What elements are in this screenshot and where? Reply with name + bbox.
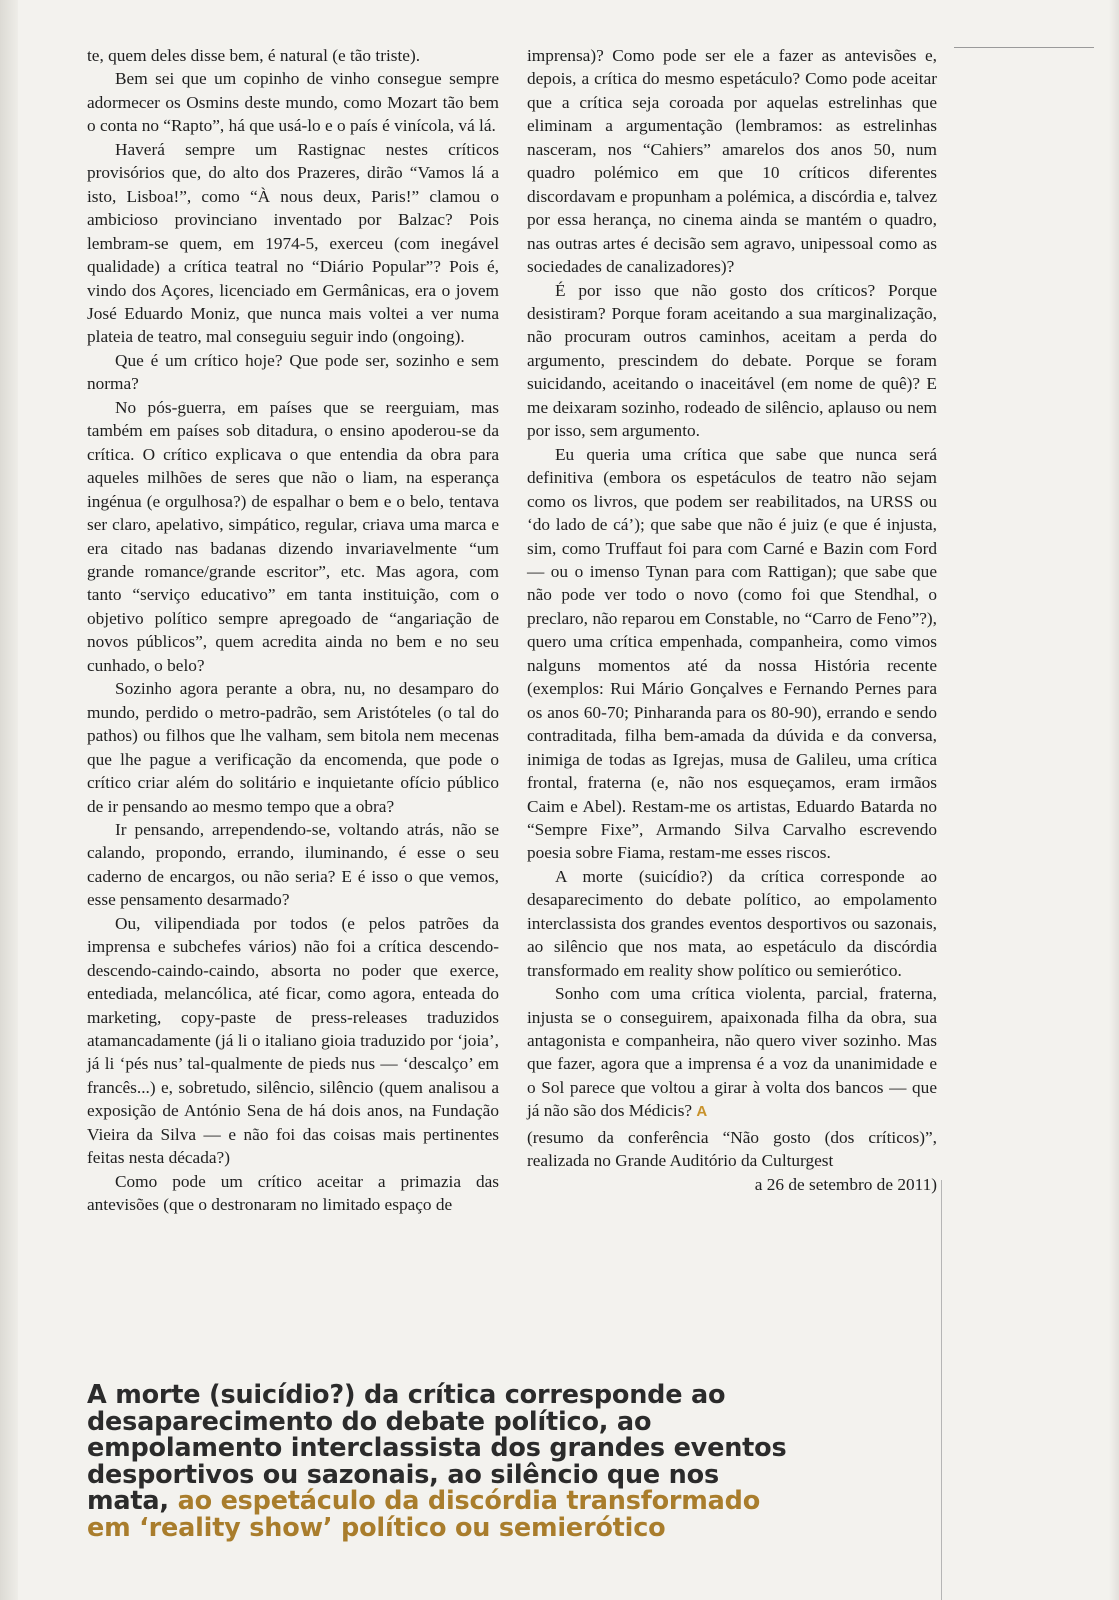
paragraph: Como pode um crítico aceitar a primazia das antevisões (que o destronaram no limitado espaço de <box>87 1171 499 1215</box>
paragraph: Sozinho agora perante a obra, nu, no desamparo do mundo, perdido o metro-padrão, sem Aristóteles (o tal do pathos) ou filhos que lhe valham, sem bitola nem mecenas que lhe pague a verificação da encomenda, que pode o crítico criar além do solitário e inquietante ofício público de ir pensando ao mesmo tempo que a obra? <box>87 679 499 816</box>
credit <box>527 1126 937 1196</box>
paragraph: Ou, vilipendiada por todos (e pelos patrões da imprensa e subchefes vários) não foi a crítica descendo-descendo-caindo-caindo, absorta no poder que exerce, entediada, melancólica, até ficar, como agora, enteada do marketing, copy-paste de press-releases traduzidos atamancadamente (já li o italiano gioia traduzido por ‘joia’, já li ‘pés nus’ tal-qualmente de pieds nus — ‘descalço’ em francês...) e, sobretudo, silêncio, silêncio (quem analisou a exposição de António Sena de há dois anos, na Fundação Vieira da Silva — e não foi das coisas mais pertinentes feitas nesta década?) <box>87 913 499 1168</box>
paragraph: É por isso que não gosto dos críticos? Porque desistiram? Porque foram aceitando a sua marginalização, não procuram outros caminhos, aceitam a perda do argumento, prescindem do debate. Porque se foram suicidando, aceitando o inaceitável (em nome de quê)? E me deixaram sozinho, rodeado de silêncio, aplauso ou nem por isso, sem argumento. <box>527 280 937 441</box>
paragraph: Bem sei que um copinho de vinho consegue sempre adormecer os Osmins deste mundo, como Mozart tão bem o conta no “Rapto”, há que usá-lo e o país é vinícola, vá lá. <box>87 69 499 136</box>
paragraph-text: Sonho com uma crítica violenta, parcial, fraterna, injusta se o conseguirem, apaixonada filha da obra, sua antagonista e companheira, não quero viver sozinho. Mas que fazer, agora que a imprensa é a voz da unanimidade e o Sol parece que voltou a girar à volta dos bancos — que já não são dos Médicis? <box>527 984 937 1121</box>
paragraph: Que é um crítico hoje? Que pode ser, sozinho e sem norma? <box>87 350 499 394</box>
top-rule <box>954 47 1094 48</box>
paragraph: te, quem deles disse bem, é natural (e tão triste). <box>87 46 421 65</box>
end-mark: A <box>696 1103 708 1121</box>
credit-text: (resumo da conferência “Não gosto (dos críticos)”, realizada no Grande Auditório da Culturgest <box>527 1127 937 1171</box>
pull-quote-dark: A morte (suicídio?) da crítica corresponde ao desaparecimento do debate político, ao empolamento interclassista dos grandes eventos desportivos ou sazonais, ao silêncio que nos mata, <box>87 1380 787 1516</box>
left-column <box>87 44 499 1217</box>
paragraph: imprensa)? Como pode ser ele a fazer as antevisões e, depois, a crítica do mesmo espetáculo? Como pode aceitar que a crítica seja coroada por aquelas estrelinhas que eliminam a argumentação (lembramos: as estrelinhas nasceram, nos “Cahiers” amarelos dos anos 50, num quadro polémico em que 10 críticos diferentes discordavam e propunham a polémica, a discórdia e, talvez por essa herança, no cinema ainda se mantém o quadro, nas outras artes é decisão sem agravo, unipessoal como as sociedades de canalizadores)? <box>527 46 937 277</box>
credit-date: a 26 de setembro de 2011) <box>754 1174 937 1194</box>
side-rule <box>941 1180 942 1600</box>
pull-quote-accent: ao espetáculo da discórdia transformado em ‘reality show’ político ou semierótico <box>87 1486 761 1543</box>
paragraph: No pós-guerra, em países que se reerguiam, mas também em países sob ditadura, o ensino apoderou-se da crítica. O crítico explicava o que entendia da obra para aqueles milhões de seres que não o liam, na esperança ingénua (e orgulhosa?) de espalhar o bem e o belo, tentava ser claro, apelativo, simpático, regular, criava uma marca e era citado nas badanas dizendo invariavelmente “um grande romance/grande escritor”, etc. Mas agora, com tanto “serviço educativo” em tanta instituição, com o objetivo político sempre apregoado de “angariação de novos públicos”, quem acredita ainda no bem e no seu cunhado, o belo? <box>87 397 499 675</box>
page-gutter <box>0 0 18 1600</box>
paragraph: Ir pensando, arrependendo-se, voltando atrás, não se calando, propondo, errando, iluminando, é esse o seu caderno de encargos, ou não seria? E é isso o que vemos, esse pensamento desarmado? <box>87 819 499 910</box>
paragraph-last <box>527 982 937 1124</box>
right-column <box>527 44 937 1196</box>
paragraph: A morte (suicídio?) da crítica corresponde ao desaparecimento do debate político, ao empolamento interclassista dos grandes eventos desportivos ou sazonais, ao silêncio que nos mata, ao espetáculo da discórdia transformado em reality show político ou semierótico. <box>527 866 937 980</box>
pull-quote <box>87 1382 807 1541</box>
paragraph: Haverá sempre um Rastignac nestes críticos provisórios que, do alto dos Prazeres, dirão “Vamos lá a isto, Lisboa!”, como “À nous deux, Paris!” clamou o ambicioso provinciano inventado por Balzac? Pois lembram-se quem, em 1974-5, exerceu (com inegável qualidade) a crítica teatral no “Diário Popular”? Pois é, vindo dos Açores, licenciado em Germânicas, era o jovem José Eduardo Moniz, que nunca mais voltei a ver numa plateia de teatro, mal conseguiu seguir indo (ongoing). <box>87 139 499 347</box>
page-edge <box>1109 0 1119 1600</box>
paragraph: Eu queria uma crítica que sabe que nunca será definitiva (embora os espetáculos de teatro não sejam como os livros, que podem ser reabilitados, na URSS ou ‘do lado de cá’); que sabe que não é juiz (e que é injusta, sim, como Truffaut foi para com Carné e Bazin com Ford — ou o imenso Tynan para com Rattigan); que sabe que não pode ver todo o novo (como foi que Stendhal, o preclaro, não reparou em Constable, no “Carro de Feno”?), quero uma crítica empenhada, companheira, como vimos nalguns momentos até da nossa História recente (exemplos: Rui Mário Gonçalves e Fernando Pernes para os anos 60-70; Pinharanda para os 80-90), errando e sendo contraditada, filha bem-amada da dúvida e da conversa, inimiga de todas as Igrejas, musa de Galileu, uma crítica frontal, fraterna (e, não nos esqueçamos, eram irmãos Caim e Abel). Restam-me os artistas, Eduardo Batarda no “Sempre Fixe”, Armando Silva Carvalho escrevendo poesia sobre Fiama, restam-me esses riscos. <box>527 444 937 863</box>
